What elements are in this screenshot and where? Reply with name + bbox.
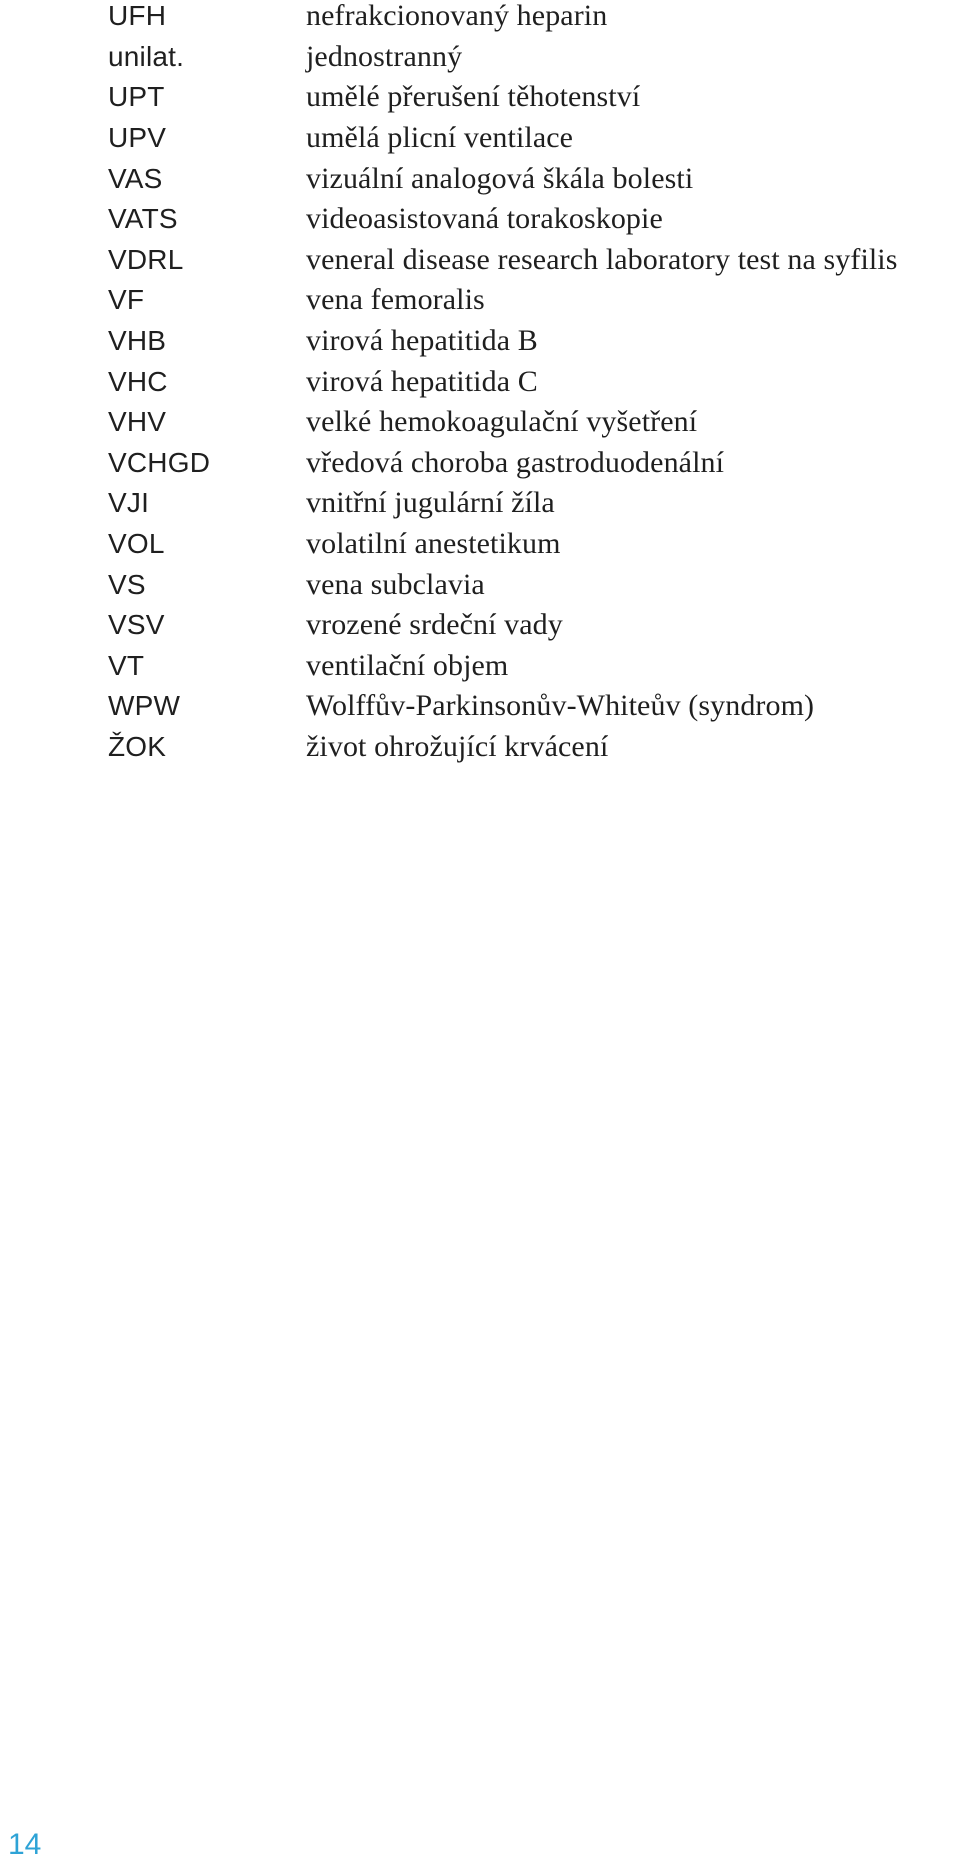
abbreviation-row [108, 443, 948, 484]
abbreviation-meaning: život ohrožující krvácení [306, 729, 609, 763]
abbreviation-row [108, 158, 948, 199]
abbreviation-code: VCHGD [108, 446, 211, 478]
abbreviation-meaning: umělá plicní ventilace [306, 121, 574, 155]
abbreviation-row [108, 605, 948, 646]
abbreviation-code: UPT [108, 81, 165, 113]
abbreviation-code: VSV [108, 609, 165, 641]
abbreviation-row [108, 37, 948, 78]
abbreviation-meaning: vředová choroba gastroduodenální [306, 445, 725, 479]
abbreviation-list [108, 0, 948, 767]
abbreviation-code: VOL [108, 528, 165, 560]
abbreviation-meaning: vena subclavia [306, 567, 485, 601]
abbreviation-meaning: jednostranný [306, 39, 463, 73]
abbreviation-row [108, 727, 948, 768]
abbreviation-code: VHC [108, 365, 168, 397]
abbreviation-code: unilat. [108, 40, 185, 72]
abbreviation-meaning: vizuální analogová škála bolesti [306, 161, 694, 195]
abbreviation-meaning: vena femoralis [306, 283, 485, 317]
abbreviation-code: ŽOK [108, 730, 167, 762]
page-number: 14 [8, 1828, 42, 1861]
abbreviation-row [108, 646, 948, 687]
abbreviation-code: UPV [108, 122, 167, 154]
abbreviation-meaning: nefrakcionovaný heparin [306, 0, 608, 33]
abbreviation-meaning: virová hepatitida C [306, 364, 538, 398]
abbreviation-row [108, 686, 948, 727]
abbreviation-row [108, 361, 948, 402]
abbreviation-code: VATS [108, 203, 178, 235]
abbreviation-row [108, 483, 948, 524]
abbreviation-row [108, 199, 948, 240]
abbreviation-code: VHB [108, 325, 167, 357]
abbreviation-code: VF [108, 284, 145, 316]
abbreviation-row [108, 280, 948, 321]
abbreviation-row [108, 0, 948, 37]
abbreviation-row [108, 524, 948, 565]
abbreviation-code: VHV [108, 406, 167, 438]
abbreviation-row [108, 77, 948, 118]
abbreviation-row [108, 564, 948, 605]
abbreviation-meaning: ventilační objem [306, 648, 509, 682]
abbreviation-meaning: vrozené srdeční vady [306, 608, 563, 642]
abbreviation-meaning: virová hepatitida B [306, 324, 538, 358]
abbreviation-row [108, 118, 948, 159]
abbreviation-code: VDRL [108, 243, 184, 275]
abbreviation-code: UFH [108, 0, 167, 32]
abbreviation-meaning: videoasistovaná torakoskopie [306, 202, 663, 236]
abbreviation-row [108, 240, 948, 281]
abbreviation-code: VAS [108, 162, 163, 194]
abbreviation-row [108, 402, 948, 443]
abbreviation-row [108, 321, 948, 362]
abbreviation-code: VJI [108, 487, 150, 519]
abbreviation-meaning: umělé přerušení těhotenství [306, 80, 641, 114]
abbreviation-meaning: Wolffův-Parkinsonův-Whiteův (syndrom) [306, 689, 815, 723]
abbreviation-meaning: vnitřní jugulární žíla [306, 486, 555, 520]
abbreviation-code: WPW [108, 690, 181, 722]
abbreviation-meaning: velké hemokoagulační vyšetření [306, 405, 698, 439]
abbreviation-meaning: veneral disease research laboratory test na syfilis [306, 242, 898, 276]
abbreviation-code: VT [108, 649, 145, 681]
abbreviation-code: VS [108, 568, 146, 600]
abbreviation-meaning: volatilní anestetikum [306, 527, 561, 561]
